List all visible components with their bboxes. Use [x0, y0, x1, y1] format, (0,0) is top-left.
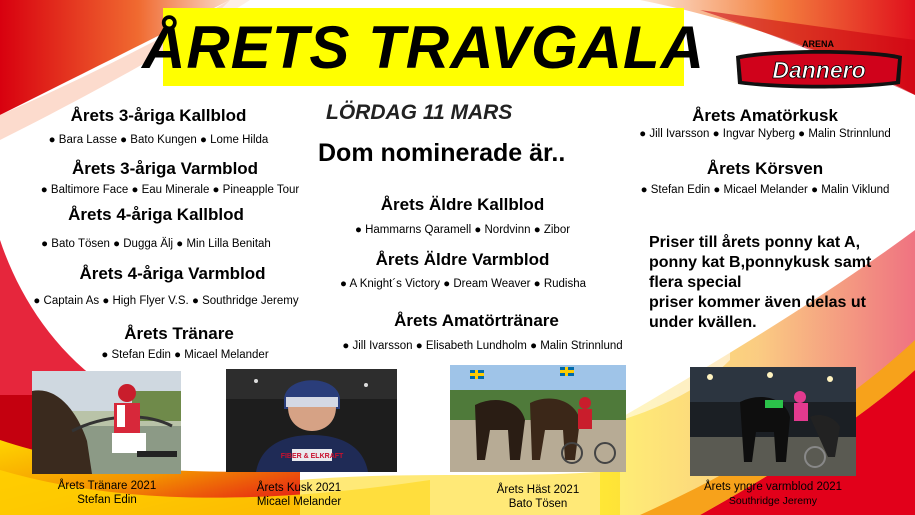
category-nominees: ● Stefan Edin ● Micael Melander ● Malin Viklund [640, 184, 890, 196]
photo-trainer-2021 [32, 371, 181, 474]
category-title: Årets Amatörkusk [692, 106, 838, 125]
winner-caption [22, 479, 192, 507]
photo-horse-2021 [450, 365, 626, 472]
category-title: Årets Äldre Varmblod [375, 250, 550, 269]
logo-main-text: Dannero [772, 57, 866, 83]
category-nominees: ● Stefan Edin ● Micael Melander [101, 349, 269, 361]
winner-name: Southridge Jeremy [728, 495, 818, 507]
winner-award: Årets Häst 2021 [496, 484, 580, 496]
winner-name: Bato Tösen [508, 498, 568, 510]
winner-award: Årets Tränare 2021 [57, 480, 157, 492]
event-date: LÖRDAG 11 MARS [326, 101, 513, 124]
category-title: Årets Amatörtränare [394, 311, 559, 330]
category-nominees: ● Hammarns Qaramell ● Nordvinn ● Zibor [354, 224, 571, 236]
category-title: Årets Äldre Kallblod [380, 195, 545, 214]
event-title: ÅRETS TRAVGALA [142, 13, 705, 81]
category-title: Årets Körsven [706, 159, 824, 178]
category-nominees: ● Jill Ivarsson ● Elisabeth Lundholm ● Malin Strinnlund [342, 340, 623, 352]
photo-driver-2021 [226, 369, 397, 472]
title-banner [142, 8, 705, 86]
logo-top-text: ARENA [801, 39, 835, 49]
category-nominees: ● Bara Lasse ● Bato Kungen ● Lome Hilda [48, 134, 269, 146]
winner-name: Micael Melander [256, 496, 342, 508]
winner-caption [450, 483, 626, 511]
category-nominees: ● Captain As ● High Flyer V.S. ● Southridge Jeremy [33, 295, 299, 307]
nominated-heading: Dom nominerade är.. [318, 139, 566, 167]
category-title: Årets 3-åriga Kallblod [70, 106, 247, 125]
category-nominees: ● A Knight´s Victory ● Dream Weaver ● Rudisha [339, 278, 587, 290]
prizes-announcement: Priser till årets ponny kat A, ponny kat B,ponnykusk samt flera special priser kommer även delas ut under kvällen. [649, 234, 872, 331]
winner-name: Stefan Edin [77, 494, 137, 506]
arena-dannero-logo [730, 38, 908, 90]
category-nominees: ● Jill Ivarsson ● Ingvar Nyberg ● Malin Strinnlund [639, 128, 891, 140]
category-title: Årets 3-åriga Varmblod [71, 159, 259, 178]
jersey-sponsor-text: FIBER & ELKRAFT [280, 453, 344, 460]
category-title: Årets 4-åriga Varmblod [79, 264, 266, 283]
category-title: Årets Tränare [124, 324, 234, 343]
winner-award: Årets Kusk 2021 [256, 482, 342, 494]
winner-caption [680, 480, 866, 508]
winner-award: Årets yngre varmblod 2021 [703, 481, 843, 493]
category-nominees: ● Baltimore Face ● Eau Minerale ● Pineapple Tour [40, 184, 300, 196]
category-title: Årets 4-åriga Kallblod [68, 205, 244, 224]
category-nominees: ● Bato Tösen ● Dugga Älj ● Min Lilla Benitah [41, 238, 271, 250]
photo-young-warmblood-2021 [690, 367, 856, 476]
winner-caption [226, 481, 372, 509]
